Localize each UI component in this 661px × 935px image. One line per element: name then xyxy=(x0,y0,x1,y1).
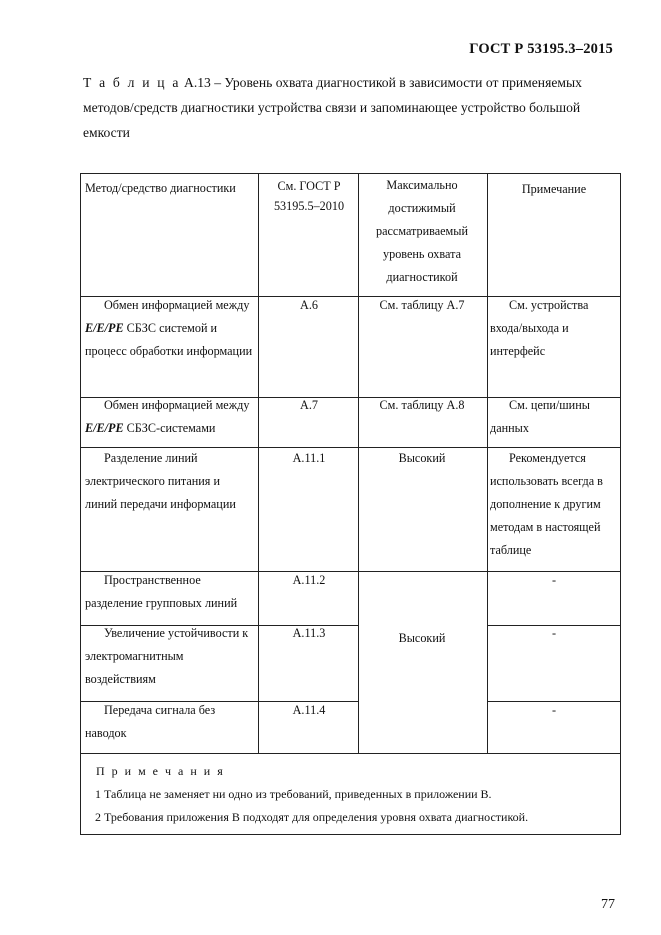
row-6-reference: А.11.4 xyxy=(292,703,326,717)
row-1-coverage: См. таблицу А.7 xyxy=(379,298,465,312)
column-divider xyxy=(258,173,259,753)
row-2-method xyxy=(85,394,255,440)
caption-lead: Т а б л и ц а xyxy=(83,75,181,90)
column-divider xyxy=(487,173,488,753)
header-coverage: Максимально достижимый рассматриваемый уровень охвата диагностикой xyxy=(376,178,468,284)
table-border-bottom xyxy=(80,834,621,835)
row-5-reference: А.11.3 xyxy=(292,626,326,640)
caption-text: А.13 – Уровень охвата диагностикой в зависимости от применяемых методов/средств диагностики устройства связи и запоминающее устройство большой емкости xyxy=(83,75,582,140)
notes-title: П р и м е ч а н и я xyxy=(96,764,225,778)
row-4-reference: А.11.2 xyxy=(292,573,326,587)
header-note: Примечание xyxy=(521,182,587,196)
row-2-note: См. цепи/шины данных xyxy=(490,398,590,435)
row-6-method: Передача сигнала без наводок xyxy=(85,703,216,740)
row-4-method: Пространственное разделение групповых линий xyxy=(85,573,238,610)
table-caption xyxy=(83,70,613,145)
note-1: 1 Таблица не заменяет ни одно из требований, приведенных в приложении В. xyxy=(95,787,492,801)
standard-number: ГОСТ Р 53195.3–2015 xyxy=(469,41,613,57)
table-border-top xyxy=(80,173,621,174)
row-1-reference: А.6 xyxy=(300,298,318,312)
row-1-note: См. устройства входа/выхода и интерфейс xyxy=(490,298,589,358)
row-5-note: - xyxy=(551,626,557,640)
method-emphasis: Е/Е/РЕ xyxy=(85,321,124,335)
row-1-method xyxy=(85,294,255,363)
method-text: Обмен информацией между xyxy=(104,398,250,412)
row-2-reference: А.7 xyxy=(300,398,318,412)
header-method: Метод/средство диагностики xyxy=(85,181,236,195)
table-border-right xyxy=(620,173,621,835)
row-6-note: - xyxy=(551,703,557,717)
method-emphasis: Е/Е/РЕ xyxy=(85,421,124,435)
method-text: СБЗС системой и процесс обработки информации xyxy=(85,321,253,358)
table-border-left xyxy=(80,173,81,835)
note-2: 2 Требования приложения В подходят для определения уровня охвата диагностикой. xyxy=(95,810,529,824)
merged-coverage: Высокий xyxy=(398,631,446,645)
row-4-note: - xyxy=(551,573,557,587)
row-2-coverage: См. таблицу А.8 xyxy=(379,398,465,412)
page-number: 77 xyxy=(601,897,615,912)
row-3-reference: А.11.1 xyxy=(292,451,326,465)
method-text: СБЗС-системами xyxy=(123,421,216,435)
row-5-method: Увеличение устойчивости к электромагнитным воздействиям xyxy=(85,626,249,686)
method-text: Обмен информацией между xyxy=(104,298,250,312)
row-3-note: Рекомендуется использовать всегда в дополнение к другим методам в настоящей таблице xyxy=(490,451,603,557)
row-divider xyxy=(80,753,621,754)
header-reference: См. ГОСТ Р 53195.5–2010 xyxy=(273,179,345,213)
diagnostics-table xyxy=(80,173,621,835)
row-3-coverage: Высокий xyxy=(398,451,446,465)
row-3-method: Разделение линий электрического питания и линий передачи информации xyxy=(85,451,236,511)
